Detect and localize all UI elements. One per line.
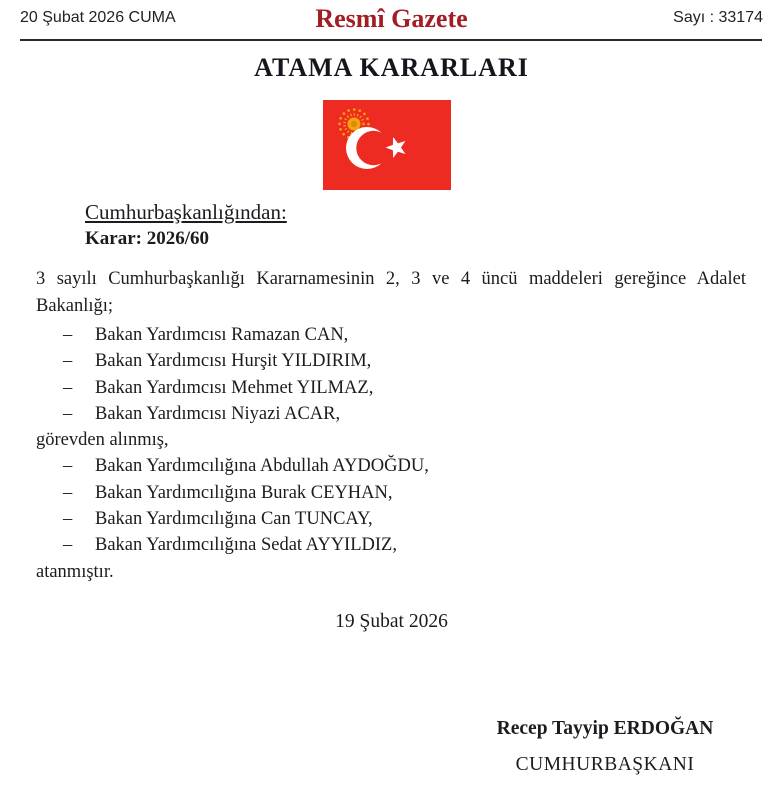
list-dash: – (63, 456, 73, 477)
dismissed-note: görevden alınmış, (36, 430, 169, 451)
dismissed-item-text: Bakan Yardımcısı Hurşit YILDIRIM, (95, 351, 372, 372)
flag-graphic (323, 100, 451, 190)
decision-date: 19 Şubat 2026 (335, 611, 448, 632)
list-dash: – (63, 351, 73, 372)
dismissed-item-text: Bakan Yardımcısı Mehmet YILMAZ, (95, 377, 374, 398)
appointed-item (36, 480, 746, 506)
section-title: ATAMA KARARLARI (254, 53, 529, 82)
dismissed-item-text: Bakan Yardımcısı Ramazan CAN, (95, 325, 349, 345)
decision-intro: 3 sayılı Cumhurbaşkanlığı Kararnamesinin 2, 3 ve 4 üncü maddeleri gereğince Adalet Bakanlığı; (36, 269, 746, 316)
dismissed-item-text: Bakan Yardımcısı Niyazi ACAR, (95, 403, 341, 424)
appointed-item (36, 453, 746, 479)
turkish-presidential-flag-icon (323, 100, 451, 190)
decision-number: Karar: 2026/60 (85, 228, 210, 249)
list-dash: – (63, 509, 73, 530)
gazette-date: 20 Şubat 2026 CUMA (20, 9, 176, 26)
dismissed-item (36, 322, 746, 348)
gazette-issue-number: Sayı : 33174 (673, 9, 763, 26)
list-dash: – (63, 482, 73, 503)
gazette-title: Resmî Gazete (315, 4, 468, 33)
list-dash: – (63, 535, 73, 556)
signature-name: Recep Tayyip ERDOĞAN (496, 718, 714, 739)
decision-body (36, 322, 746, 585)
appointed-note: atanmıştır. (36, 561, 114, 582)
appointed-item (36, 506, 746, 532)
dismissed-item (36, 375, 746, 401)
appointed-item-text: Bakan Yardımcılığına Burak CEYHAN, (95, 482, 393, 503)
list-dash: – (63, 325, 73, 345)
signature-title: CUMHURBAŞKANI (515, 754, 695, 775)
appointed-item-text: Bakan Yardımcılığına Can TUNCAY, (95, 509, 373, 530)
dismissed-item (36, 348, 746, 374)
dismissed-item (36, 401, 746, 427)
list-dash: – (63, 377, 73, 398)
signature-block (440, 718, 770, 776)
list-dash: – (63, 403, 73, 424)
appointed-item-text: Bakan Yardımcılığına Abdullah AYDOĞDU, (95, 456, 429, 477)
appointed-item-text: Bakan Yardımcılığına Sedat AYYILDIZ, (95, 535, 397, 556)
authority-heading: Cumhurbaşkanlığından: (85, 200, 287, 224)
masthead-divider (20, 39, 762, 41)
appointed-item (36, 532, 746, 558)
